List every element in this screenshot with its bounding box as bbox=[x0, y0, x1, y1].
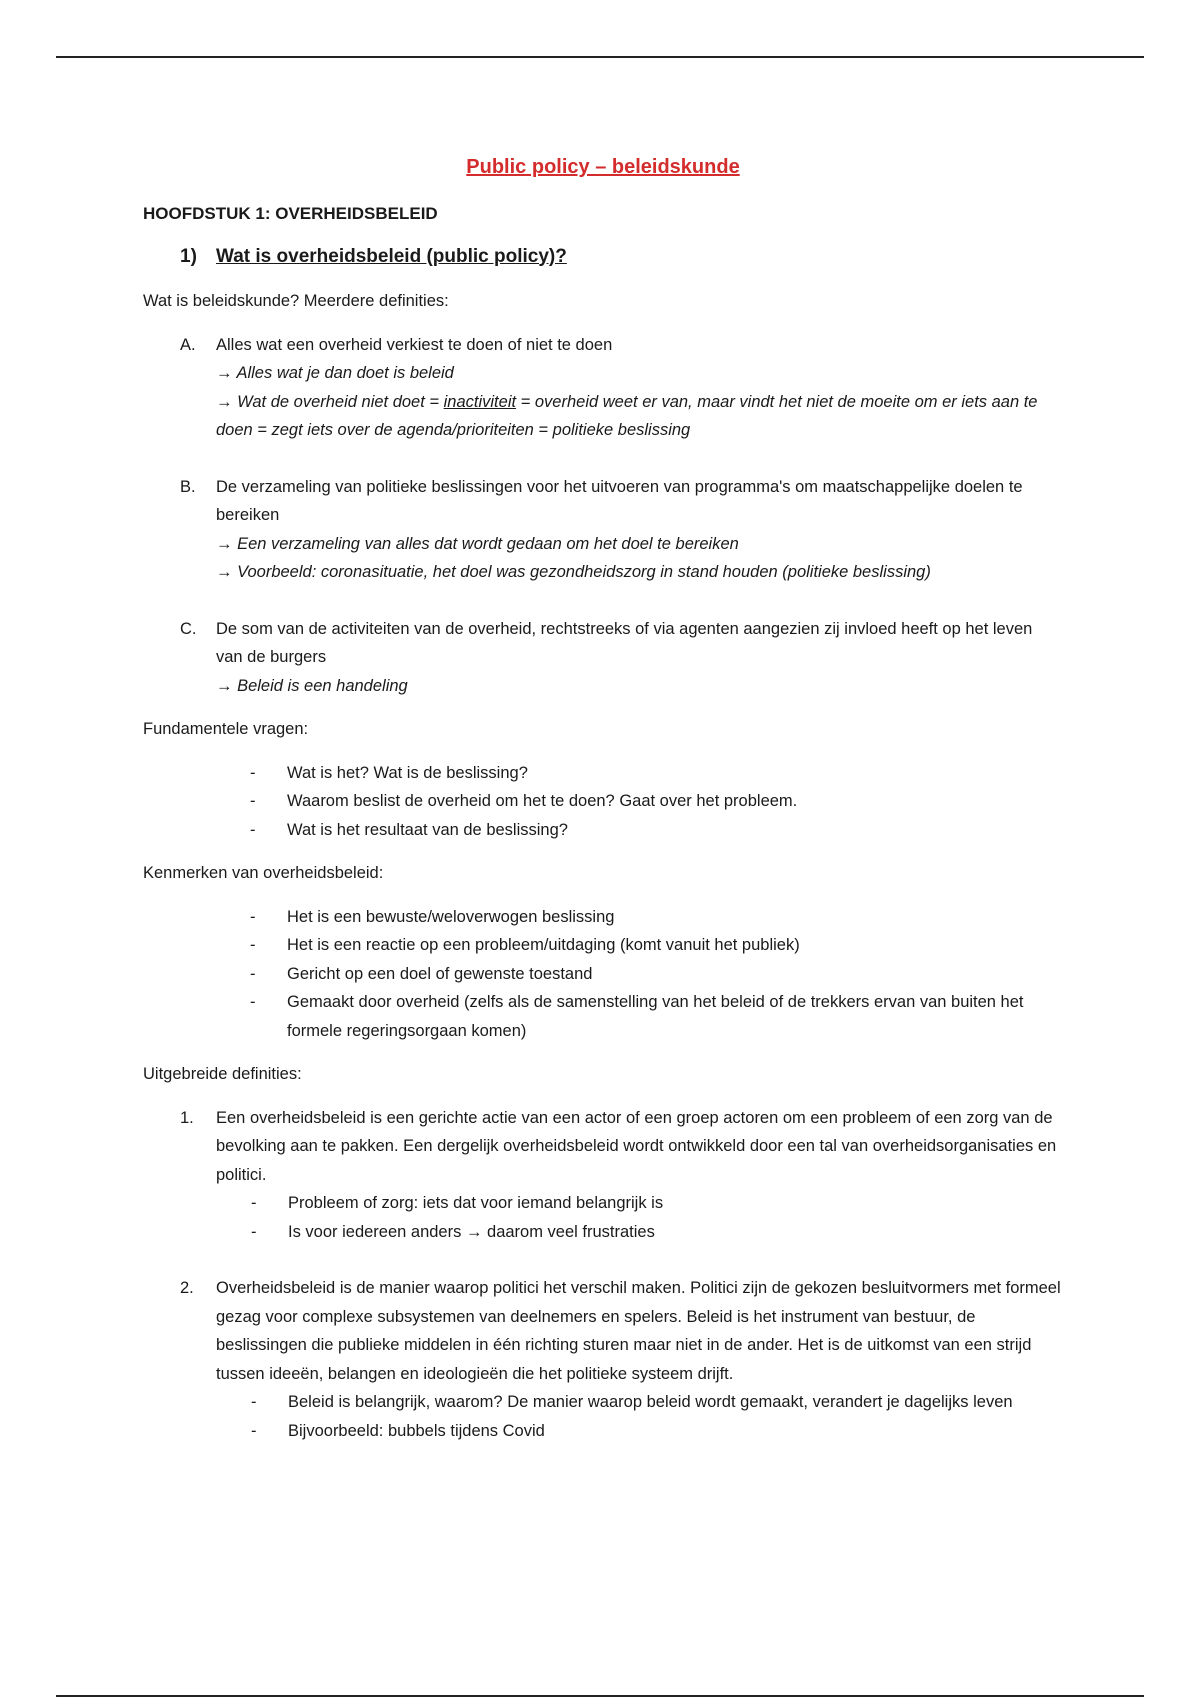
definition-note: → Alles wat je dan doet is beleid bbox=[216, 364, 454, 382]
extended-definition-text: Overheidsbeleid is de manier waarop politici het verschil maken. Politici zijn de gekozen besluitvormers met formeel gezag voor complexe subsystemen van deelnemers en spelers. Beleid is het instrument van bestuur, de beslissingen die publieke middelen in één richting sturen maar niet in de ander. Het is de uitkomst van een strijd tussen ideeën, belangen en ideologieën die het politieke systeem drijft. bbox=[216, 1279, 1061, 1383]
chapter-heading: HOOFDSTUK 1: OVERHEIDSBELEID bbox=[143, 204, 438, 223]
definitions-list bbox=[143, 331, 1063, 701]
list-item: - Probleem of zorg: iets dat voor iemand belangrijk is bbox=[251, 1194, 664, 1212]
document-body bbox=[143, 152, 1063, 1473]
sub-list bbox=[216, 1189, 1063, 1246]
list-item: - Beleid is belangrijk, waarom? De manier waarop beleid wordt gemaakt, verandert je dagelijks leven bbox=[251, 1393, 1013, 1411]
list-marker: B. bbox=[180, 477, 196, 496]
definition-text: De verzameling van politieke beslissingen voor het uitvoeren van programma's om maatschappelijke doelen te bereiken bbox=[216, 477, 1023, 524]
list-item: - Bijvoorbeeld: bubbels tijdens Covid bbox=[251, 1421, 545, 1440]
section-title: Wat is overheidsbeleid (public policy)? bbox=[216, 245, 567, 267]
definition-note: → Wat de overheid niet doet = inactiviteit = overheid weet er van, maar vindt het niet de moeite om er iets aan te doen = zegt iets over de agenda/prioriteiten = politieke beslissing bbox=[216, 392, 1038, 439]
list-marker: 2. bbox=[180, 1279, 194, 1297]
list-marker: A. bbox=[180, 335, 196, 354]
underlined-term: inactiviteit bbox=[443, 392, 517, 411]
definition-text: De som van de activiteiten van de overheid, rechtstreeks of via agenten aangezien zij invloed heeft op het leven van de burgers bbox=[216, 619, 1033, 666]
footer-rule bbox=[56, 1695, 1144, 1697]
definition-item bbox=[143, 331, 1063, 445]
list-marker: 1. bbox=[180, 1108, 194, 1127]
sub-list bbox=[216, 1388, 1063, 1445]
header-rule bbox=[56, 56, 1144, 58]
definition-note: → Voorbeeld: coronasituatie, het doel was gezondheidszorg in stand houden (politieke beslissing) bbox=[216, 563, 931, 581]
list-item: - Gemaakt door overheid (zelfs als de samenstelling van het beleid of de trekkers ervan van buiten het formele regeringsorgaan komen) bbox=[250, 993, 1024, 1040]
intro-text: Wat is beleidskunde? Meerdere definities: bbox=[143, 292, 449, 310]
characteristics-label: Kenmerken van overheidsbeleid: bbox=[143, 864, 384, 882]
definition-note: → Een verzameling van alles dat wordt gedaan om het doel te bereiken bbox=[216, 534, 739, 553]
section-number: 1) bbox=[180, 245, 197, 267]
list-item: - Waarom beslist de overheid om het te doen? Gaat over het probleem. bbox=[250, 792, 798, 810]
list-item: - Gericht op een doel of gewenste toestand bbox=[250, 964, 593, 983]
fundamental-label: Fundamentele vragen: bbox=[143, 720, 309, 738]
extended-definition-item bbox=[143, 1104, 1063, 1247]
extended-definition-text: Een overheidsbeleid is een gerichte actie van een actor of een groep actoren om een probleem of een zorg van de bevolking aan te pakken. Een dergelijk overheidsbeleid wordt ontwikkeld door een tal van overheidsorganisaties en politici. bbox=[216, 1108, 1057, 1184]
list-item: - Het is een bewuste/weloverwogen beslissing bbox=[250, 907, 615, 926]
definition-text: Alles wat een overheid verkiest te doen of niet te doen bbox=[216, 335, 613, 354]
list-item: - Wat is het? Wat is de beslissing? bbox=[250, 763, 528, 782]
extended-definitions-list bbox=[143, 1104, 1063, 1446]
list-item: - Wat is het resultaat van de beslissing? bbox=[250, 820, 568, 839]
extended-label: Uitgebreide definities: bbox=[143, 1065, 302, 1083]
extended-definition-item bbox=[143, 1274, 1063, 1445]
definition-note: → Beleid is een handeling bbox=[216, 676, 408, 695]
fundamental-list bbox=[143, 759, 1063, 845]
characteristics-list bbox=[143, 903, 1063, 1046]
document-title: Public policy – beleidskunde bbox=[466, 156, 740, 178]
definition-item bbox=[143, 473, 1063, 587]
section-heading bbox=[143, 243, 1063, 272]
list-item: - Is voor iedereen anders → daarom veel frustraties bbox=[251, 1222, 655, 1241]
list-item: - Het is een reactie op een probleem/uitdaging (komt vanuit het publiek) bbox=[250, 936, 800, 954]
definition-item bbox=[143, 615, 1063, 701]
list-marker: C. bbox=[180, 619, 197, 638]
